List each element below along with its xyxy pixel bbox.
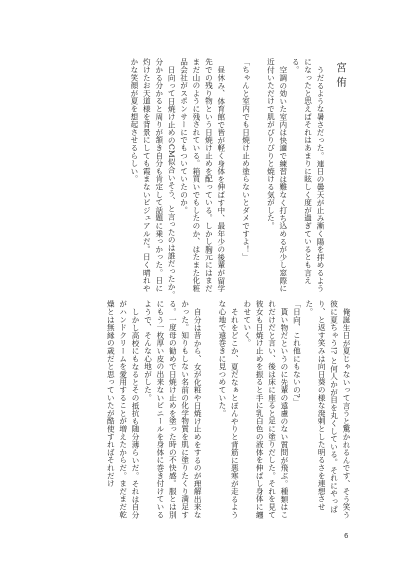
paragraph: それをどこか、夏だなぁとぼんやりと背筋に悪寒が走るような心地で遠巻きに見つめていた。 bbox=[217, 300, 240, 519]
page-number: 6 bbox=[344, 532, 349, 540]
paragraph: 自分は昔から、女が化粧や日焼け止めをするのが理解出来なかった。知りもしない名前の化学物質を肌に塗りたくり満足する。一度母の勧めで日焼け止めを塗った時の不快感。服とは別にもう一枚厚い皮の出来ないビニールを身体に巻き付けているようで、そんな心地がした。 bbox=[143, 300, 203, 519]
paragraph: 俺誕生日が夏じゃないって言うと驚かれるんです、そう笑う彼に夏ちゃう!? と何人かが目を丸くしている。それにやっぱり、と返す笑みは向日葵の様な溌剌とした明るさを連想させた。 bbox=[304, 300, 351, 519]
upper-text-block bbox=[52, 58, 326, 298]
dialog-line: 「ちゃんと室内でも日焼け止め塗らないとダメですよ！」 bbox=[241, 58, 251, 261]
blank-line bbox=[252, 58, 264, 298]
paragraph: 貰い物だというのに先輩の遠慮のない質問が飛ぶ。種類はこれだけだと言い、後は床に座ると足に塗りだした。それを見て彼女も日焼け止めを振ると手に乳白色の液体を伸ばし身体に纏わせていく。 bbox=[242, 300, 289, 519]
dialog-line: 「日向、これ他にもないの?」 bbox=[292, 300, 302, 406]
paragraph: 昼休み、体育館で皆が軽く身体を伸ばす中、最年少の後輩が留学先での残り物という日焼け止めを配っている。しかし胸元にはまだまだ山のように残されている。箱買いでもしたのか、はたまた化粧品会社がスポンサーにでもついていたのか。 bbox=[179, 58, 226, 292]
paragraph: うだるような暑さだった。連日の曇天が止み漸く陽を拝めるようになったと思えばそれはあまりに眩しく度が過ぎているとも言える。 bbox=[291, 58, 325, 292]
blank-line bbox=[203, 300, 215, 522]
paragraph: しかし高校にもなるとその抵抗も随分薄らいだ。それは自分がハンドクリームを愛用することが増えたからだ。まだまだ乾燥とは無縁の歳だと思っていたが酷使すればそれだけ bbox=[106, 300, 141, 519]
paragraph: 日向って日焼け止めのCM似合いそう、と言ったのは誰だったか。分かる分かると周りが頷き自分も肯定して話題に乗っかった。日に灼けたお天道様を背景にしても霞まないビジュアルだ。日く晴れやかな笑顔が夏を想起させるらしい。 bbox=[129, 58, 177, 298]
blank-line bbox=[227, 58, 239, 298]
lower-text-block bbox=[52, 300, 352, 522]
paragraph: 空調の効いた室内は快適で練習は難なく打ち込めるが少し窓際に近付いただけで肌がぴりぴりと焼ける気がした。 bbox=[266, 58, 288, 292]
page-title: 宮侑 bbox=[335, 62, 347, 91]
